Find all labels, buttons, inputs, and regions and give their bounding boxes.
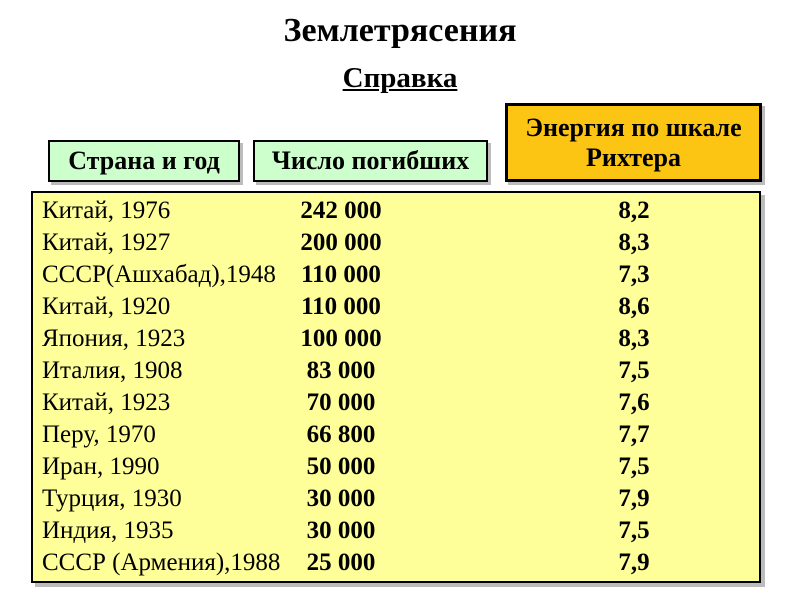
table-row [33, 483, 759, 515]
cell-richter-energy: 7,6 [618, 389, 650, 416]
cell-richter-energy: 7,9 [618, 485, 650, 512]
cell-country-year: Италия, 1908 [42, 357, 183, 384]
page-title: Землетрясения [283, 12, 517, 49]
table-row [33, 323, 759, 355]
cell-death-toll: 70 000 [306, 389, 376, 416]
cell-country-year: Китай, 1920 [42, 293, 171, 320]
cell-country-year: Иран, 1990 [42, 453, 160, 480]
column-header-death-toll: Число погибших [253, 140, 488, 182]
column-header-country-year: Страна и год [48, 140, 240, 182]
cell-richter-energy: 8,3 [618, 229, 650, 256]
cell-richter-energy: 7,7 [618, 421, 650, 448]
cell-death-toll: 66 800 [306, 421, 376, 448]
cell-country-year: СССР(Ашхабад),1948 [42, 261, 276, 288]
table-row [33, 195, 759, 227]
cell-richter-energy: 7,5 [618, 517, 650, 544]
cell-country-year: Китай, 1923 [42, 389, 171, 416]
table-row [33, 547, 759, 579]
cell-death-toll: 200 000 [300, 229, 382, 256]
cell-death-toll: 110 000 [301, 293, 381, 320]
cell-country-year: Китай, 1927 [42, 229, 171, 256]
earthquake-table [31, 191, 761, 583]
table-row [33, 355, 759, 387]
cell-country-year: Япония, 1923 [42, 325, 186, 352]
cell-death-toll: 50 000 [306, 453, 376, 480]
table-row [33, 259, 759, 291]
cell-death-toll: 25 000 [306, 549, 376, 576]
column-header-richter-energy: Энергия по шкале Рихтера [505, 103, 762, 182]
cell-richter-energy: 8,6 [618, 293, 650, 320]
cell-richter-energy: 7,9 [618, 549, 650, 576]
cell-richter-energy: 7,5 [618, 357, 650, 384]
table-row [33, 451, 759, 483]
cell-richter-energy: 7,3 [618, 261, 650, 288]
cell-death-toll: 100 000 [300, 325, 382, 352]
cell-death-toll: 30 000 [306, 485, 376, 512]
cell-death-toll: 242 000 [300, 197, 382, 224]
cell-country-year: СССР (Армения),1988 [42, 549, 281, 576]
cell-death-toll: 83 000 [306, 357, 376, 384]
table-row [33, 227, 759, 259]
cell-country-year: Перу, 1970 [42, 421, 156, 448]
page-subtitle: Справка [342, 62, 458, 94]
table-row [33, 387, 759, 419]
table-row [33, 291, 759, 323]
cell-country-year: Китай, 1976 [42, 197, 171, 224]
cell-country-year: Индия, 1935 [42, 517, 174, 544]
cell-richter-energy: 8,3 [618, 325, 650, 352]
table-row [33, 419, 759, 451]
cell-death-toll: 110 000 [301, 261, 381, 288]
table-row [33, 515, 759, 547]
cell-richter-energy: 8,2 [618, 197, 650, 224]
cell-richter-energy: 7,5 [618, 453, 650, 480]
cell-country-year: Турция, 1930 [42, 485, 182, 512]
cell-death-toll: 30 000 [306, 517, 376, 544]
